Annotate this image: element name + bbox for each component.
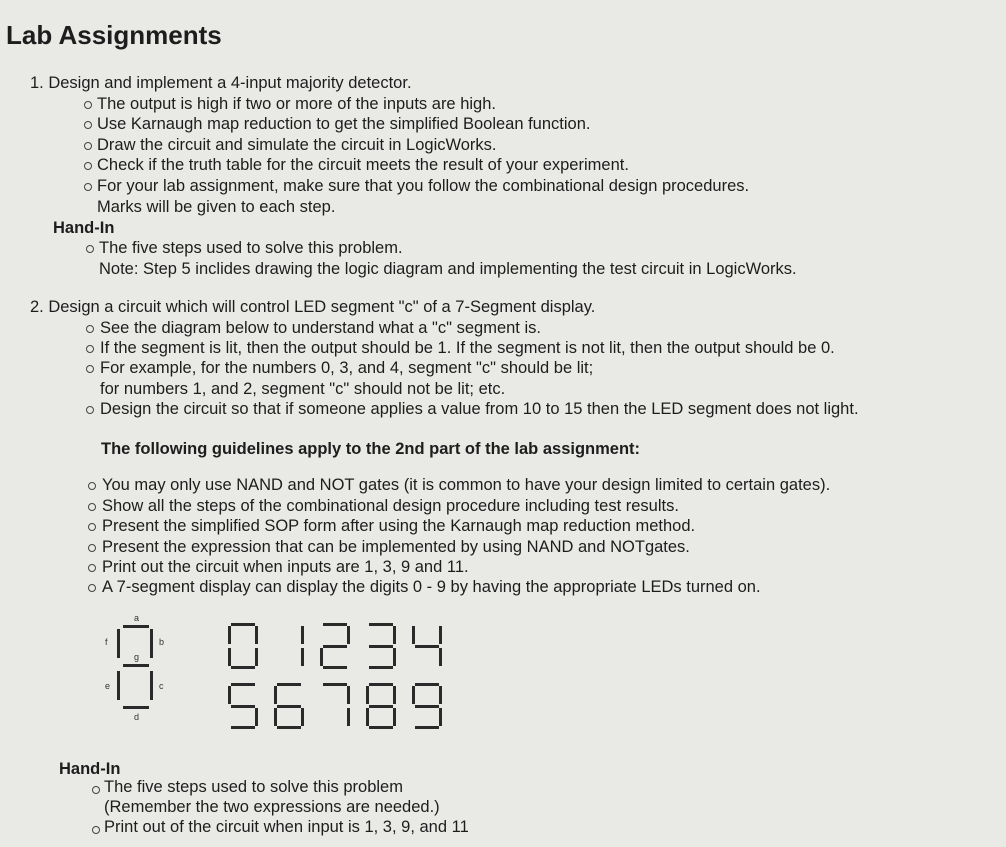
bullet-icon bbox=[84, 121, 92, 129]
digit-segment-d bbox=[369, 726, 393, 729]
guideline-5: Print out the circuit when inputs are 1, 3, 9 and 11. bbox=[102, 558, 469, 576]
q2-bullet-1: See the diagram below to understand what a "c" segment is. bbox=[100, 319, 541, 337]
digit-segment-c bbox=[393, 708, 396, 726]
guideline-1: You may only use NAND and NOT gates (it is common to have your design limited to certain gates). bbox=[102, 476, 831, 494]
q2-heading: 2. Design a circuit which will control LED segment "c" of a 7-Segment display. bbox=[30, 298, 596, 316]
digit-segment-a bbox=[277, 683, 301, 686]
digit-segment-b bbox=[439, 626, 442, 644]
seven-segment-digit-7 bbox=[320, 683, 350, 729]
digit-segment-b bbox=[347, 686, 350, 704]
digit-segment-b bbox=[301, 626, 304, 644]
q1-bullet-4: Check if the truth table for the circuit meets the result of your experiment. bbox=[97, 156, 629, 174]
bullet-icon bbox=[86, 365, 94, 373]
digit-segment-a bbox=[369, 683, 393, 686]
digit-segment-c bbox=[255, 708, 258, 726]
q1-handin-bullet: The five steps used to solve this problem. bbox=[99, 239, 403, 257]
digit-segment-e bbox=[228, 648, 231, 666]
q2-bullet-4: Design the circuit so that if someone applies a value from 10 to 15 then the LED segment does not light. bbox=[100, 400, 859, 418]
segment-c bbox=[150, 671, 153, 700]
digit-segment-f bbox=[412, 686, 415, 704]
digit-segment-b bbox=[255, 626, 258, 644]
q2-bullet-3-cont: for numbers 1, and 2, segment "c" should not be lit; etc. bbox=[100, 380, 506, 398]
digit-segment-c bbox=[301, 648, 304, 666]
segment-a bbox=[123, 625, 149, 628]
segment-f bbox=[117, 629, 120, 658]
q1-bullet-3: Draw the circuit and simulate the circuit in LogicWorks. bbox=[97, 136, 497, 154]
seven-segment-digit-9 bbox=[412, 683, 442, 729]
digit-segment-b bbox=[347, 626, 350, 644]
digit-segment-a bbox=[231, 683, 255, 686]
digit-segment-f bbox=[228, 686, 231, 704]
guidelines-heading: The following guidelines apply to the 2nd part of the lab assignment: bbox=[101, 440, 641, 458]
digit-segment-g bbox=[323, 645, 347, 648]
segment-label-f: f bbox=[105, 637, 108, 647]
digit-segment-c bbox=[393, 648, 396, 666]
segment-label-e: e bbox=[105, 681, 111, 691]
guideline-3: Present the simplified SOP form after using the Karnaugh map reduction method. bbox=[102, 517, 696, 535]
bullet-icon bbox=[84, 142, 92, 150]
seven-segment-diagram bbox=[100, 612, 190, 732]
bullet-icon bbox=[88, 503, 96, 511]
seven-segment-digit-3 bbox=[366, 623, 396, 669]
segment-b bbox=[150, 629, 153, 658]
digit-segment-a bbox=[323, 683, 347, 686]
bullet-icon bbox=[86, 345, 94, 353]
segment-label-g: g bbox=[134, 652, 140, 662]
bullet-icon bbox=[86, 406, 94, 414]
q2-handin-bullet-1: The five steps used to solve this problem bbox=[104, 778, 403, 796]
bullet-icon bbox=[88, 544, 96, 552]
digit-segment-c bbox=[439, 708, 442, 726]
digit-segment-b bbox=[439, 686, 442, 704]
q1-handin-note: Note: Step 5 inclides drawing the logic diagram and implementing the test circuit in LogicWorks. bbox=[99, 260, 797, 278]
digit-segment-c bbox=[439, 648, 442, 666]
seven-segment-digit-1 bbox=[274, 623, 304, 669]
q1-handin-label: Hand-In bbox=[53, 219, 115, 237]
bullet-icon bbox=[92, 786, 100, 794]
segment-label-c: c bbox=[159, 681, 164, 691]
digit-segment-b bbox=[393, 686, 396, 704]
digit-segment-a bbox=[231, 623, 255, 626]
seven-segment-digit-2 bbox=[320, 623, 350, 669]
bullet-icon bbox=[86, 245, 94, 253]
digit-segment-b bbox=[393, 626, 396, 644]
bullet-icon bbox=[92, 826, 100, 834]
bullet-icon bbox=[88, 482, 96, 490]
digit-segment-d bbox=[231, 666, 255, 669]
bullet-icon bbox=[84, 183, 92, 191]
digit-segment-g bbox=[415, 705, 439, 708]
digit-segment-g bbox=[369, 705, 393, 708]
digit-segment-g bbox=[415, 645, 439, 648]
q1-bullet-2: Use Karnaugh map reduction to get the simplified Boolean function. bbox=[97, 115, 591, 133]
digit-segment-d bbox=[277, 726, 301, 729]
bullet-icon bbox=[84, 101, 92, 109]
segment-d bbox=[123, 706, 149, 709]
digit-segment-f bbox=[366, 686, 369, 704]
bullet-icon bbox=[88, 523, 96, 531]
digit-segment-c bbox=[347, 708, 350, 726]
seven-segment-digit-8 bbox=[366, 683, 396, 729]
digit-segment-a bbox=[415, 683, 439, 686]
segment-label-a: a bbox=[134, 613, 140, 623]
bullet-icon bbox=[86, 325, 94, 333]
guideline-6: A 7-segment display can display the digits 0 - 9 by having the appropriate LEDs turned on. bbox=[102, 578, 761, 596]
q2-bullet-2: If the segment is lit, then the output should be 1. If the segment is not lit, then the output should be 0. bbox=[100, 339, 835, 357]
digit-segment-e bbox=[320, 648, 323, 666]
digit-segment-f bbox=[228, 626, 231, 644]
bullet-icon bbox=[84, 162, 92, 170]
digit-segment-g bbox=[369, 645, 393, 648]
bullet-icon bbox=[88, 584, 96, 592]
seven-segment-digit-6 bbox=[274, 683, 304, 729]
digits-row-5-9 bbox=[228, 683, 468, 731]
guideline-4: Present the expression that can be implemented by using NAND and NOTgates. bbox=[102, 538, 690, 556]
digit-segment-d bbox=[415, 726, 439, 729]
q2-handin-bullet-1-cont: (Remember the two expressions are needed.) bbox=[104, 798, 440, 816]
q1-bullet-1: The output is high if two or more of the inputs are high. bbox=[97, 95, 496, 113]
q2-handin-label: Hand-In bbox=[59, 760, 121, 778]
digit-segment-c bbox=[301, 708, 304, 726]
digit-segment-f bbox=[274, 686, 277, 704]
segment-e bbox=[117, 671, 120, 700]
q2-handin-bullet-2: Print out of the circuit when input is 1, 3, 9, and 11 bbox=[104, 818, 469, 836]
q2-bullet-3: For example, for the numbers 0, 3, and 4, segment "c" should be lit; bbox=[100, 359, 594, 377]
q1-bullet-5: For your lab assignment, make sure that you follow the combinational design procedures. bbox=[97, 177, 750, 195]
seven-segment-digit-5 bbox=[228, 683, 258, 729]
seven-segment-digit-4 bbox=[412, 623, 442, 669]
digit-segment-d bbox=[323, 666, 347, 669]
digit-segment-g bbox=[277, 705, 301, 708]
bullet-icon bbox=[88, 564, 96, 572]
digit-segment-f bbox=[412, 626, 415, 644]
digit-segment-e bbox=[366, 708, 369, 726]
digit-segment-c bbox=[255, 648, 258, 666]
digit-segment-g bbox=[231, 705, 255, 708]
segment-g bbox=[123, 664, 149, 667]
digit-segment-d bbox=[369, 666, 393, 669]
seven-segment-digit-0 bbox=[228, 623, 258, 669]
segment-label-d: d bbox=[134, 712, 140, 722]
digit-segment-e bbox=[274, 708, 277, 726]
q1-bullet-5-cont: Marks will be given to each step. bbox=[97, 198, 336, 216]
digit-segment-a bbox=[369, 623, 393, 626]
page-title: Lab Assignments bbox=[6, 20, 222, 50]
q1-heading: 1. Design and implement a 4-input majority detector. bbox=[30, 74, 412, 92]
digit-segment-a bbox=[323, 623, 347, 626]
segment-label-b: b bbox=[159, 637, 165, 647]
digit-segment-d bbox=[231, 726, 255, 729]
guideline-2: Show all the steps of the combinational design procedure including test results. bbox=[102, 497, 679, 515]
digits-row-0-4 bbox=[228, 623, 468, 671]
